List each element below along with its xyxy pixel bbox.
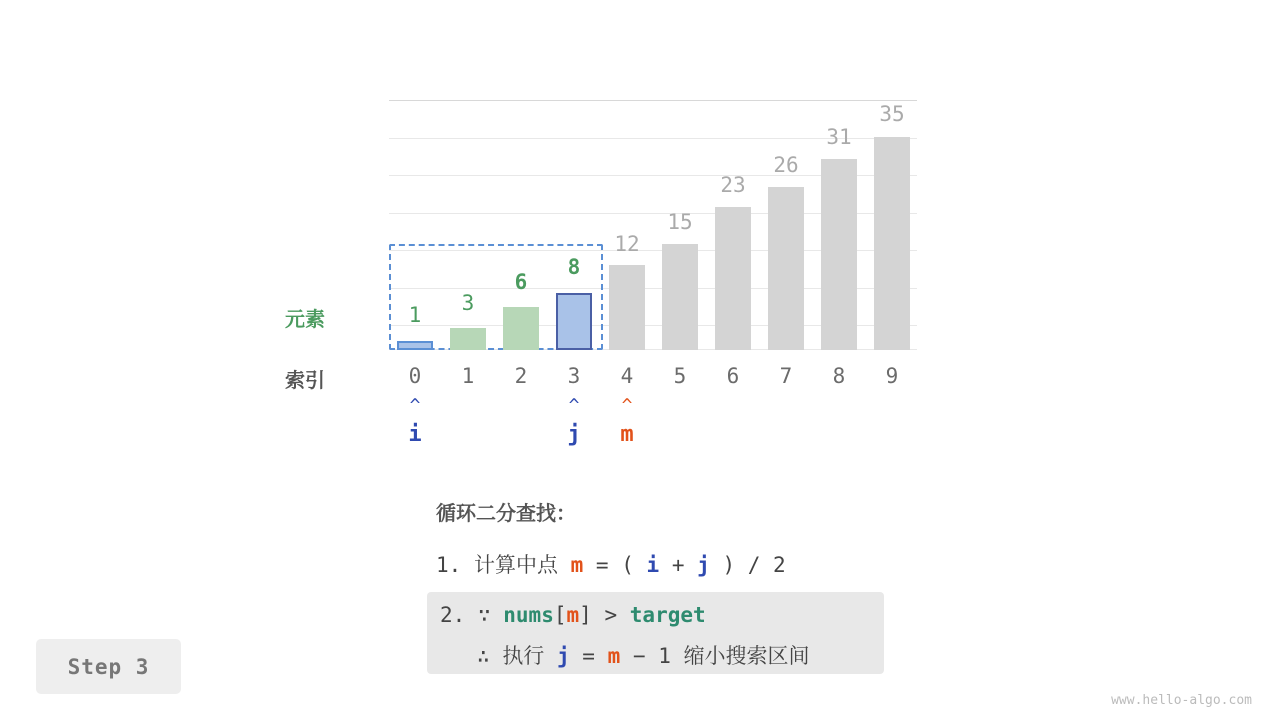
step1-var-j: j bbox=[697, 553, 710, 577]
bar-value-1: 3 bbox=[461, 291, 475, 315]
bar-value-4: 12 bbox=[614, 232, 640, 256]
caption-title: 循环二分查找： bbox=[436, 501, 576, 525]
index-label-8: 8 bbox=[832, 364, 846, 388]
step2-target: target bbox=[629, 603, 706, 627]
bar-2 bbox=[503, 307, 539, 350]
row-label-element: 元素 bbox=[285, 307, 325, 331]
step2-var-m: m bbox=[566, 603, 580, 627]
step-line-2 bbox=[440, 603, 706, 627]
pointer-caret-i: ^ bbox=[409, 395, 421, 416]
index-label-7: 7 bbox=[779, 364, 793, 388]
step1-tail: ) / 2 bbox=[722, 553, 786, 577]
step3-tail: 缩小搜索区间 bbox=[683, 644, 810, 668]
step3-var-j: j bbox=[556, 644, 570, 668]
step3-therefore: ∴ bbox=[477, 644, 490, 668]
index-label-4: 4 bbox=[620, 364, 634, 388]
bar-7 bbox=[768, 187, 804, 350]
bar-value-9: 35 bbox=[879, 102, 905, 126]
index-label-9: 9 bbox=[885, 364, 899, 388]
bar-8 bbox=[821, 159, 857, 350]
step1-text: 计算中点 bbox=[473, 553, 558, 577]
bar-value-0: 1 bbox=[408, 303, 422, 327]
bar-value-3: 8 bbox=[567, 255, 581, 279]
watermark: www.hello-algo.com bbox=[1111, 693, 1252, 708]
bar-4 bbox=[609, 265, 645, 350]
step3-one: 1 bbox=[658, 644, 671, 668]
index-label-0: 0 bbox=[408, 364, 422, 388]
step2-bracket-open: [ bbox=[553, 603, 567, 627]
bar-6 bbox=[715, 207, 751, 350]
index-label-2: 2 bbox=[514, 364, 528, 388]
step1-plus: + bbox=[671, 553, 685, 577]
step-badge: Step 3 bbox=[36, 639, 181, 694]
index-label-5: 5 bbox=[673, 364, 687, 388]
step1-number: 1. bbox=[436, 553, 462, 577]
pointer-caret-j: ^ bbox=[568, 395, 580, 416]
bar-value-8: 31 bbox=[826, 125, 852, 149]
bar-3 bbox=[556, 293, 592, 350]
step3-var-m: m bbox=[607, 644, 621, 668]
gridline bbox=[389, 100, 917, 101]
index-label-1: 1 bbox=[461, 364, 475, 388]
pointer-label-i: i bbox=[408, 422, 422, 447]
step1-var-i: i bbox=[646, 553, 660, 577]
pointer-label-m: m bbox=[620, 422, 634, 447]
bar-chart bbox=[389, 100, 917, 350]
bar-value-7: 26 bbox=[773, 153, 799, 177]
row-label-index: 索引 bbox=[285, 368, 325, 392]
pointer-caret-m: ^ bbox=[621, 395, 633, 416]
step-line-1 bbox=[436, 549, 786, 579]
bar-value-2: 6 bbox=[514, 270, 528, 294]
bar-9 bbox=[874, 137, 910, 350]
bar-5 bbox=[662, 244, 698, 350]
index-label-6: 6 bbox=[726, 364, 740, 388]
step2-number: 2. bbox=[440, 603, 466, 627]
step1-var-m: m bbox=[570, 553, 584, 577]
bar-0 bbox=[397, 341, 433, 350]
step1-eq: = ( bbox=[595, 553, 634, 577]
pointer-label-j: j bbox=[567, 422, 581, 447]
step3-minus: − bbox=[632, 644, 646, 668]
step2-gt: > bbox=[604, 603, 618, 627]
bar-value-5: 15 bbox=[667, 210, 693, 234]
step3-exec: 执行 bbox=[502, 644, 545, 668]
bar-value-6: 23 bbox=[720, 173, 746, 197]
step-line-3 bbox=[477, 640, 810, 670]
step2-nums: nums bbox=[503, 603, 554, 627]
index-label-3: 3 bbox=[567, 364, 581, 388]
bar-1 bbox=[450, 328, 486, 350]
step2-bracket-close: ] bbox=[579, 603, 592, 627]
step2-because: ∵ bbox=[477, 603, 491, 627]
step3-eq: = bbox=[582, 644, 595, 668]
